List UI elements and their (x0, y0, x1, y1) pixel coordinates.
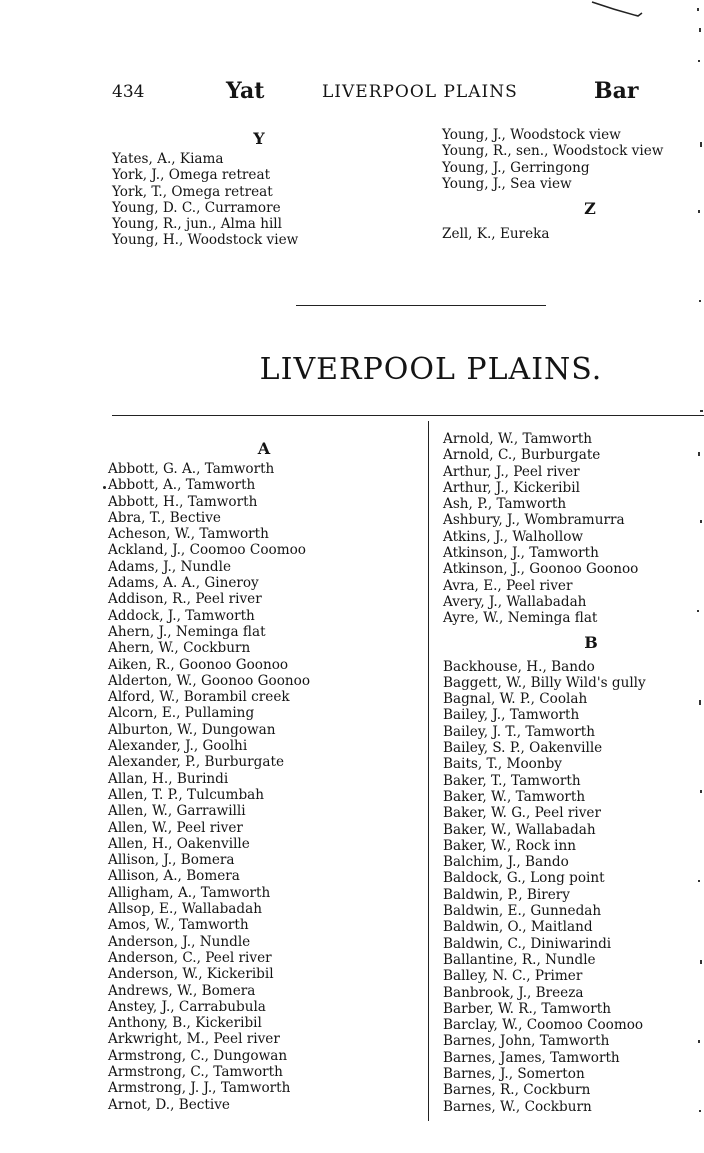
list-item: Baldwin, E., Gunnedah (443, 903, 602, 920)
list-item: Arnot, D., Bective (108, 1096, 230, 1113)
y-column-right (442, 127, 704, 242)
list-item: York, T., Omega retreat (112, 183, 273, 200)
list-item: Armstrong, J. J., Tamworth (108, 1080, 291, 1097)
list-item: Barnes, John, Tamworth (443, 1033, 610, 1050)
list-item: Amos, W., Tamworth (108, 917, 249, 934)
list-item: Alligham, A., Tamworth (108, 884, 271, 901)
list-item: Allen, W., Garrawilli (108, 803, 246, 820)
list-item: Baggett, W., Billy Wild's gully (443, 674, 646, 691)
page-number: 434 (112, 82, 145, 102)
letter-heading-y: Y (253, 129, 265, 148)
list-item: Atkinson, J., Tamworth (443, 545, 599, 562)
list-item: Banbrook, J., Breeza (443, 984, 584, 1001)
list-item: Ballantine, R., Nundle (443, 951, 596, 968)
letter-heading-a: A (257, 439, 271, 458)
list-item: Ash, P., Tamworth (443, 496, 567, 513)
list-item: Young, J., Gerringong (442, 159, 590, 176)
a-b-column-right (443, 431, 704, 1115)
running-head (0, 78, 704, 108)
list-item: Arkwright, M., Peel river (108, 1031, 280, 1048)
list-item: Addock, J., Tamworth (108, 607, 255, 624)
list-item: Barclay, W., Coomoo Coomoo (443, 1017, 644, 1034)
title-underline-rule (112, 415, 704, 416)
list-item: Baker, W., Tamworth (443, 788, 586, 805)
list-item: Young, H., Woodstock view (112, 232, 299, 249)
list-item: Anderson, J., Nundle (108, 933, 251, 950)
list-item: Abbott, A., Tamworth (108, 477, 256, 494)
list-item: Acheson, W., Tamworth (108, 526, 269, 543)
list-item: Allan, H., Burindi (108, 770, 229, 787)
list-item: Allison, A., Bomera (108, 868, 240, 885)
list-item: Barnes, R., Cockburn (443, 1082, 591, 1099)
list-item: Ahern, W., Cockburn (108, 640, 251, 657)
list-item: Alexander, J., Goolhi (108, 738, 248, 755)
list-item: Allison, J., Bomera (108, 852, 235, 869)
letter-heading-z: Z (584, 199, 596, 219)
list-item: Alderton, W., Goonoo Goonoo (108, 672, 311, 689)
list-item: Baldock, G., Long point (443, 870, 605, 887)
list-item: Andrews, W., Bomera (108, 982, 256, 999)
list-item: Arnold, C., Burburgate (443, 447, 601, 464)
list-item: Avery, J., Wallabadah (443, 593, 587, 610)
a-column-left (108, 437, 420, 1113)
list-item: Ackland, J., Coomoo Coomoo (108, 542, 306, 559)
list-item: Zell, K., Eureka (442, 226, 550, 243)
list-item: Ahern, J., Neminga flat (108, 623, 266, 640)
list-item: Ashbury, J., Wombramurra (443, 512, 625, 529)
letter-heading-b: B (584, 632, 598, 652)
list-item: Anstey, J., Carrabubula (108, 998, 266, 1015)
list-item: Allen, T. P., Tulcumbah (108, 786, 265, 803)
list-item: Young, J., Woodstock view (442, 127, 621, 143)
list-item: York, J., Omega retreat (112, 167, 271, 184)
list-item: Anthony, B., Kickeribil (108, 1015, 262, 1032)
column-divider (428, 421, 429, 1121)
head-last-word: Bar (594, 78, 639, 104)
list-item: Alburton, W., Dungowan (108, 721, 276, 738)
list-item: Alexander, P., Burburgate (108, 754, 284, 771)
list-item: Aiken, R., Goonoo Goonoo (108, 656, 289, 673)
list-item: Baker, W., Rock inn (443, 837, 577, 854)
list-item: Arnold, W., Tamworth (443, 431, 593, 447)
list-item: Barnes, James, Tamworth (443, 1049, 620, 1066)
list-item: Baits, T., Moonby (443, 756, 562, 773)
list-item: Atkinson, J., Goonoo Goonoo (443, 561, 639, 578)
list-item: Addison, R., Peel river (108, 591, 262, 608)
list-item: Young, J., Sea view (442, 175, 572, 192)
list-item: Baker, T., Tamworth (443, 772, 581, 789)
list-item: Abbott, H., Tamworth (108, 493, 258, 510)
list-item: Baker, W. G., Peel river (443, 805, 601, 822)
list-item: Allsop, E., Wallabadah (108, 901, 262, 918)
list-item: Balchim, J., Bando (443, 854, 569, 871)
list-item: Armstrong, C., Tamworth (108, 1063, 283, 1080)
list-item: Allen, W., Peel river (108, 819, 243, 836)
list-item: Ayre, W., Neminga flat (443, 610, 598, 627)
list-item: Armstrong, C., Dungowan (108, 1047, 288, 1064)
list-item: Allen, H., Oakenville (108, 835, 250, 852)
list-item: Alford, W., Borambil creek (108, 689, 290, 706)
list-item: Barber, W. R., Tamworth (443, 1000, 611, 1017)
list-item: Anderson, W., Kickeribil (108, 966, 274, 983)
list-item: Balley, N. C., Primer (443, 968, 583, 985)
list-item: Baldwin, C., Diniwarindi (443, 935, 612, 952)
list-item: Alcorn, E., Pullaming (108, 705, 255, 722)
list-item: Bailey, J., Tamworth (443, 707, 580, 724)
list-item: Atkins, J., Walhollow (443, 528, 584, 545)
list-item: Adams, A. A., Gineroy (108, 575, 259, 592)
list-item: Anderson, C., Peel river (108, 949, 272, 966)
list-item: Arthur, J., Peel river (443, 463, 580, 480)
head-first-word: Yat (226, 78, 265, 104)
list-item: Bagnal, W. P., Coolah (443, 691, 588, 708)
list-item: Abra, T., Bective (108, 509, 221, 526)
list-item: Baldwin, P., Birery (443, 886, 570, 903)
section-divider-rule (296, 305, 546, 306)
list-item: Abbott, G. A., Tamworth (108, 461, 275, 477)
list-item: Avra, E., Peel river (443, 577, 573, 594)
margin-dot (103, 486, 106, 489)
list-item: Bailey, J. T., Tamworth (443, 723, 595, 740)
list-item: Baker, W., Wallabadah (443, 821, 596, 838)
page-corner-scratch (590, 0, 650, 22)
list-item: Backhouse, H., Bando (443, 658, 595, 675)
list-item: Young, D. C., Curramore (112, 199, 281, 216)
list-item: Arthur, J., Kickeribil (443, 479, 580, 496)
section-title: LIVERPOOL PLAINS. (259, 352, 603, 387)
list-item: Yates, A., Kiama (112, 151, 224, 167)
head-title: LIVERPOOL PLAINS (322, 82, 518, 102)
y-column-left (112, 127, 406, 249)
list-item: Young, R., jun., Alma hill (112, 216, 282, 233)
list-item: Bailey, S. P., Oakenville (443, 740, 603, 757)
list-item: Young, R., sen., Woodstock view (442, 143, 664, 160)
list-item: Barnes, J., Somerton (443, 1065, 585, 1082)
list-item: Barnes, W., Cockburn (443, 1098, 592, 1115)
list-item: Adams, J., Nundle (108, 558, 231, 575)
list-item: Baldwin, O., Maitland (443, 919, 593, 936)
